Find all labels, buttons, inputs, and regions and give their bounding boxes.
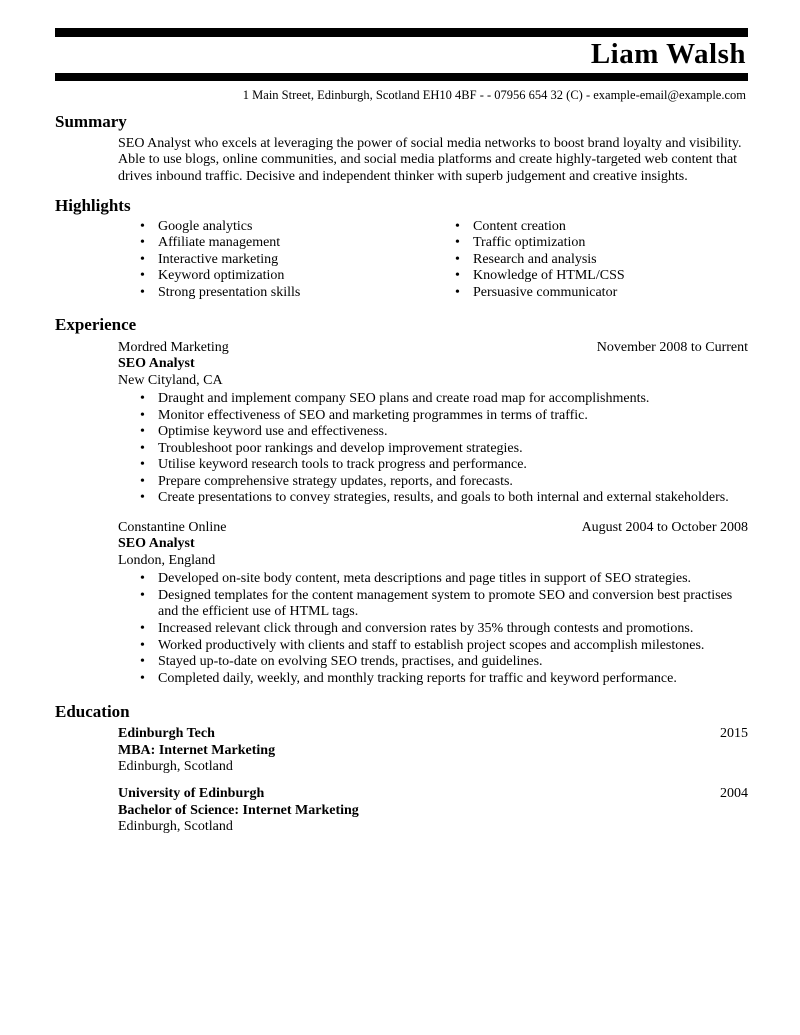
job-bullet: • Developed on-site body content, meta descriptions and page titles in support of SEO strategies. [138, 571, 748, 588]
school-location: Edinburgh, Scotland [118, 759, 233, 775]
highlight-item: • Research and analysis [453, 252, 625, 269]
header-rule [55, 73, 748, 81]
experience-heading: Experience [55, 315, 137, 335]
education-section [55, 702, 748, 835]
top-rule [55, 28, 748, 37]
education-entry [118, 726, 748, 776]
job-bullet: • Create presentations to convey strategies, results, and goals to both internal and external stakeholders. [138, 490, 748, 507]
job-company: Constantine Online [118, 519, 227, 535]
contact-line: 1 Main Street, Edinburgh, Scotland EH10 4BF - - 07956 654 32 (C) - example-email@example.com [242, 88, 746, 103]
job-location: New Cityland, CA [118, 372, 223, 388]
job-title: SEO Analyst [118, 536, 195, 552]
job-bullet: • Increased relevant click through and conversion rates by 35% through contests and promotions. [138, 621, 748, 638]
job-title: SEO Analyst [118, 356, 195, 372]
job-bullet: • Utilise keyword research tools to track progress and performance. [138, 457, 748, 474]
job-bullet: • Prepare comprehensive strategy updates, reports, and forecasts. [138, 474, 748, 491]
job-bullet: • Stayed up-to-date on evolving SEO trends, practises, and guidelines. [138, 654, 748, 671]
job-bullet: • Designed templates for the content management system to promote SEO and conversion best practises and the efficient use of HTML tags. [138, 588, 748, 621]
job-bullet: • Troubleshoot poor rankings and develop improvement strategies. [138, 441, 748, 458]
highlight-item: • Content creation [453, 219, 625, 236]
job-bullet: • Completed daily, weekly, and monthly tracking reports for traffic and keyword performance. [138, 671, 748, 688]
school-location: Edinburgh, Scotland [118, 819, 233, 835]
highlights-heading: Highlights [55, 196, 131, 216]
candidate-name: Liam Walsh [590, 38, 746, 70]
job-bullet: • Optimise keyword use and effectiveness. [138, 424, 748, 441]
highlight-item: • Knowledge of HTML/CSS [453, 268, 625, 285]
job-bullet: • Draught and implement company SEO plans and create road map for accomplishments. [138, 391, 748, 408]
summary-section [55, 112, 748, 185]
job-entry [118, 340, 748, 507]
degree: MBA: Internet Marketing [118, 742, 276, 758]
job-entry [118, 520, 748, 687]
school-name: University of Edinburgh [118, 785, 265, 801]
degree: Bachelor of Science: Internet Marketing [118, 802, 359, 818]
job-dates: November 2008 to Current [596, 339, 748, 355]
job-company: Mordred Marketing [118, 339, 229, 355]
job-location: London, England [118, 552, 216, 568]
school-name: Edinburgh Tech [118, 726, 215, 742]
summary-heading: Summary [55, 112, 127, 132]
education-entry [118, 786, 748, 836]
highlight-item: • Google analytics [138, 219, 453, 236]
graduation-year: 2004 [720, 785, 748, 801]
education-heading: Education [55, 702, 130, 722]
highlight-item: • Keyword optimization [138, 268, 453, 285]
highlight-item: • Persuasive communicator [453, 285, 625, 302]
summary-text: SEO Analyst who excels at leveraging the power of social media networks to boost brand loyalty and visibility. Able to use blogs, online communities, and social media platforms and create highly-targeted web content that drives inbound traffic. Decisive and independent thinker with superb judgement and creative insights. [118, 135, 742, 184]
job-bullet: • Monitor effectiveness of SEO and marketing programmes in terms of traffic. [138, 408, 748, 425]
highlight-item: • Traffic optimization [453, 235, 625, 252]
highlight-item: • Interactive marketing [138, 252, 453, 269]
highlights-column-right [453, 219, 625, 302]
job-bullet: • Worked productively with clients and staff to establish project scopes and accomplish milestones. [138, 638, 748, 655]
graduation-year: 2015 [720, 726, 748, 742]
job-dates: August 2004 to October 2008 [581, 519, 748, 535]
highlights-section [55, 196, 748, 301]
highlight-item: • Affiliate management [138, 235, 453, 252]
highlights-column-left [118, 219, 453, 302]
highlight-item: • Strong presentation skills [138, 285, 453, 302]
experience-section [55, 315, 748, 687]
